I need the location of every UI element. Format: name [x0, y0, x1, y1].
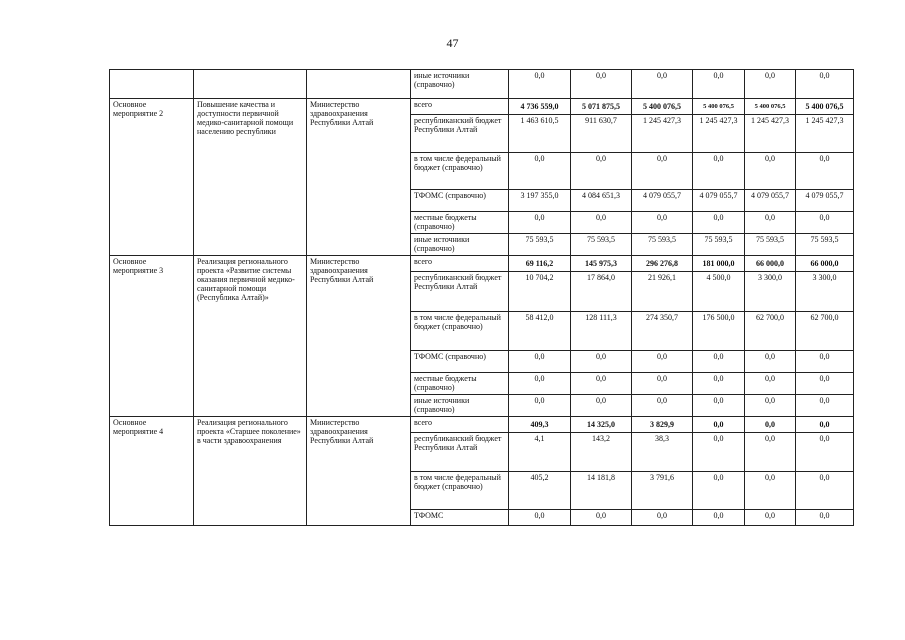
empty-cell — [110, 70, 194, 99]
amount-cell: 69 116,2 — [509, 256, 571, 272]
amount-cell: 0,0 — [796, 351, 854, 373]
funding-source-cell: местные бюджеты (справочно) — [411, 373, 509, 395]
amount-cell: 176 500,0 — [693, 312, 745, 351]
amount-cell: 3 300,0 — [745, 272, 796, 312]
amount-cell: 14 181,8 — [571, 472, 632, 510]
funding-source-cell: иные источники (справочно) — [411, 70, 509, 99]
amount-cell: 4 079 055,7 — [796, 190, 854, 212]
amount-cell: 0,0 — [745, 212, 796, 234]
funding-source-cell: в том числе федеральный бюджет (справочно) — [411, 153, 509, 190]
amount-cell: 296 276,8 — [632, 256, 693, 272]
page-number: 47 — [446, 36, 459, 50]
amount-cell: 0,0 — [571, 351, 632, 373]
amount-cell: 0,0 — [693, 395, 745, 417]
amount-cell: 0,0 — [796, 395, 854, 417]
table-row — [110, 70, 854, 99]
amount-cell: 10 704,2 — [509, 272, 571, 312]
amount-cell: 0,0 — [509, 395, 571, 417]
amount-cell: 0,0 — [745, 472, 796, 510]
amount-cell: 1 245 427,3 — [693, 115, 745, 153]
amount-cell: 0,0 — [796, 212, 854, 234]
amount-cell: 4 084 651,3 — [571, 190, 632, 212]
funding-source-cell: иные источники (справочно) — [411, 234, 509, 256]
executor-cell: Министерство здравоохранения Республики Алтай — [307, 417, 411, 526]
executor-cell: Министерство здравоохранения Республики Алтай — [307, 256, 411, 417]
empty-cell — [307, 70, 411, 99]
amount-cell: 1 245 427,3 — [796, 115, 854, 153]
funding-source-cell: республиканский бюджет Республики Алтай — [411, 433, 509, 472]
amount-cell: 0,0 — [693, 153, 745, 190]
amount-cell: 0,0 — [571, 510, 632, 526]
amount-cell: 181 000,0 — [693, 256, 745, 272]
amount-cell: 0,0 — [745, 70, 796, 99]
amount-cell: 66 000,0 — [796, 256, 854, 272]
amount-cell: 75 593,5 — [745, 234, 796, 256]
measure-title-cell: Реализация регионального проекта «Старшее поколение» в части здравоохранения — [194, 417, 307, 526]
amount-cell: 911 630,7 — [571, 115, 632, 153]
amount-cell: 0,0 — [796, 433, 854, 472]
amount-cell: 0,0 — [693, 472, 745, 510]
amount-cell: 409,3 — [509, 417, 571, 433]
amount-cell: 4 736 559,0 — [509, 99, 571, 115]
amount-cell: 75 593,5 — [796, 234, 854, 256]
amount-cell: 1 245 427,3 — [632, 115, 693, 153]
amount-cell: 0,0 — [693, 417, 745, 433]
amount-cell: 0,0 — [745, 433, 796, 472]
funding-source-cell: республиканский бюджет Республики Алтай — [411, 115, 509, 153]
amount-cell: 4 079 055,7 — [693, 190, 745, 212]
amount-cell: 0,0 — [745, 395, 796, 417]
amount-cell: 14 325,0 — [571, 417, 632, 433]
amount-cell: 4 079 055,7 — [745, 190, 796, 212]
measure-name-cell: Основное мероприятие 4 — [110, 417, 194, 526]
budget-table — [109, 69, 854, 526]
funding-source-cell: в том числе федеральный бюджет (справочно) — [411, 312, 509, 351]
amount-cell: 0,0 — [509, 153, 571, 190]
funding-source-cell: местные бюджеты (справочно) — [411, 212, 509, 234]
amount-cell: 0,0 — [571, 70, 632, 99]
amount-cell: 0,0 — [745, 417, 796, 433]
funding-source-cell: всего — [411, 417, 509, 433]
amount-cell: 5 400 076,5 — [693, 99, 745, 115]
amount-cell: 3 300,0 — [796, 272, 854, 312]
amount-cell: 0,0 — [693, 351, 745, 373]
amount-cell: 5 400 076,5 — [745, 99, 796, 115]
amount-cell: 0,0 — [509, 212, 571, 234]
amount-cell: 0,0 — [693, 433, 745, 472]
executor-cell: Министерство здравоохранения Республики Алтай — [307, 99, 411, 256]
amount-cell: 0,0 — [796, 472, 854, 510]
amount-cell: 0,0 — [796, 417, 854, 433]
measure-name-cell: Основное мероприятие 2 — [110, 99, 194, 256]
amount-cell: 75 593,5 — [693, 234, 745, 256]
amount-cell: 0,0 — [632, 212, 693, 234]
amount-cell: 4 079 055,7 — [632, 190, 693, 212]
amount-cell: 145 975,3 — [571, 256, 632, 272]
amount-cell: 0,0 — [571, 373, 632, 395]
amount-cell: 3 829,9 — [632, 417, 693, 433]
amount-cell: 4 500,0 — [693, 272, 745, 312]
amount-cell: 17 864,0 — [571, 272, 632, 312]
amount-cell: 5 071 875,5 — [571, 99, 632, 115]
amount-cell: 21 926,1 — [632, 272, 693, 312]
amount-cell: 0,0 — [509, 373, 571, 395]
funding-source-cell: ТФОМС (справочно) — [411, 351, 509, 373]
amount-cell: 0,0 — [632, 510, 693, 526]
amount-cell: 3 791,6 — [632, 472, 693, 510]
amount-cell: 0,0 — [632, 153, 693, 190]
amount-cell: 0,0 — [632, 70, 693, 99]
amount-cell: 0,0 — [632, 395, 693, 417]
amount-cell: 5 400 076,5 — [796, 99, 854, 115]
funding-source-cell: республиканский бюджет Республики Алтай — [411, 272, 509, 312]
amount-cell: 62 700,0 — [796, 312, 854, 351]
amount-cell: 0,0 — [745, 373, 796, 395]
amount-cell: 0,0 — [745, 351, 796, 373]
amount-cell: 143,2 — [571, 433, 632, 472]
amount-cell: 0,0 — [509, 510, 571, 526]
amount-cell: 1 245 427,3 — [745, 115, 796, 153]
amount-cell: 4,1 — [509, 433, 571, 472]
amount-cell: 0,0 — [693, 70, 745, 99]
funding-source-cell: ТФОМС — [411, 510, 509, 526]
amount-cell: 0,0 — [693, 212, 745, 234]
amount-cell: 0,0 — [632, 351, 693, 373]
table-row — [110, 256, 854, 272]
table-row — [110, 99, 854, 115]
amount-cell: 274 350,7 — [632, 312, 693, 351]
amount-cell: 1 463 610,5 — [509, 115, 571, 153]
amount-cell: 5 400 076,5 — [632, 99, 693, 115]
amount-cell: 75 593,5 — [632, 234, 693, 256]
amount-cell: 128 111,3 — [571, 312, 632, 351]
amount-cell: 0,0 — [571, 212, 632, 234]
amount-cell: 75 593,5 — [571, 234, 632, 256]
funding-source-cell: иные источники (справочно) — [411, 395, 509, 417]
amount-cell: 0,0 — [571, 395, 632, 417]
funding-source-cell: ТФОМС (справочно) — [411, 190, 509, 212]
amount-cell: 0,0 — [796, 153, 854, 190]
amount-cell: 405,2 — [509, 472, 571, 510]
amount-cell: 3 197 355,0 — [509, 190, 571, 212]
amount-cell: 0,0 — [745, 510, 796, 526]
amount-cell: 0,0 — [796, 70, 854, 99]
amount-cell: 0,0 — [571, 153, 632, 190]
funding-source-cell: всего — [411, 99, 509, 115]
measure-title-cell: Реализация регионального проекта «Развитие системы оказания первичной медико-санитарной помощи (Республика Алтай)» — [194, 256, 307, 417]
amount-cell: 0,0 — [693, 373, 745, 395]
measure-title-cell: Повышение качества и доступности первичной медико-санитарной помощи населению республики — [194, 99, 307, 256]
funding-source-cell: всего — [411, 256, 509, 272]
amount-cell: 62 700,0 — [745, 312, 796, 351]
empty-cell — [194, 70, 307, 99]
amount-cell: 0,0 — [509, 70, 571, 99]
amount-cell: 0,0 — [632, 373, 693, 395]
amount-cell: 0,0 — [509, 351, 571, 373]
amount-cell: 38,3 — [632, 433, 693, 472]
table-row — [110, 417, 854, 433]
funding-source-cell: в том числе федеральный бюджет (справочно) — [411, 472, 509, 510]
amount-cell: 0,0 — [796, 510, 854, 526]
amount-cell: 0,0 — [693, 510, 745, 526]
amount-cell: 75 593,5 — [509, 234, 571, 256]
amount-cell: 0,0 — [796, 373, 854, 395]
amount-cell: 58 412,0 — [509, 312, 571, 351]
budget-table-body — [110, 70, 854, 526]
amount-cell: 0,0 — [745, 153, 796, 190]
measure-name-cell: Основное мероприятие 3 — [110, 256, 194, 417]
amount-cell: 66 000,0 — [745, 256, 796, 272]
